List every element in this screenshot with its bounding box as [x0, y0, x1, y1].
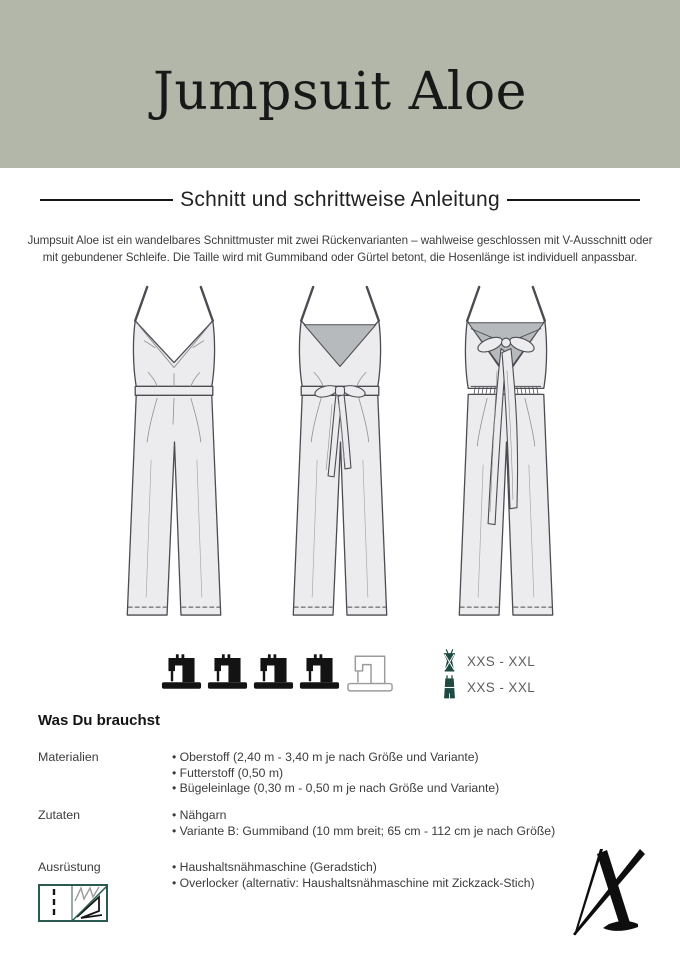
sewing-machine-icon-filled	[207, 651, 248, 693]
requirements-group-zutaten	[38, 808, 638, 839]
size-row-variant-tie	[441, 648, 535, 674]
sewing-machine-icon-filled	[299, 651, 340, 693]
brand-monogram-a-logo	[563, 841, 651, 945]
group-item-list	[172, 808, 638, 839]
list-item: • Nähgarn	[172, 808, 638, 824]
straight-and-zigzag-stitch-icon	[38, 884, 108, 922]
page-title: Jumpsuit Aloe	[153, 62, 527, 122]
intro-line-1: Jumpsuit Aloe ist ein wandelbares Schnittmuster mit zwei Rückenvarianten – wahlweise geschlossen mit V-Ausschnitt oder	[27, 234, 653, 247]
size-ranges	[441, 648, 535, 700]
requirements-group-materialien	[38, 750, 638, 797]
jumpsuit-back-tie-bow-drawing	[431, 281, 581, 629]
jumpsuit-front-view-drawing	[99, 281, 249, 629]
subtitle-row	[40, 188, 640, 212]
size-range-label: XXS - XXL	[467, 679, 536, 695]
list-item: • Futterstoff (0,50 m)	[172, 766, 638, 782]
sewing-machine-icon-filled	[161, 651, 202, 693]
list-item: • Variante B: Gummiband (10 mm breit; 65 cm - 112 cm je nach Größe)	[172, 824, 638, 840]
subtitle-rule-left	[40, 199, 173, 201]
group-label: Materialien	[38, 750, 99, 764]
group-label: Zutaten	[38, 808, 81, 822]
intro-line-2: mit gebundener Schleife. Die Taille wird mit Gummiband oder Gürtel betont, die Hosenlänge ist individuell anpassbar.	[42, 250, 638, 264]
list-item: • Haushaltsnähmaschine (Geradstich)	[172, 860, 638, 876]
requirements-group-ausruestung	[38, 860, 638, 891]
intro-paragraph	[0, 233, 680, 266]
sewing-machine-icon-filled	[253, 651, 294, 693]
requirements-heading: Was Du brauchst	[38, 712, 160, 729]
jumpsuit-back-variant-b-drawing	[265, 281, 415, 629]
sewing-machine-icon-outline	[345, 651, 395, 693]
difficulty-rating	[161, 651, 395, 693]
size-row-variant-closed	[441, 674, 535, 700]
list-item: • Bügeleinlage (0,30 m - 0,50 m je nach Größe und Variante)	[172, 781, 638, 797]
technical-drawings	[0, 281, 680, 629]
list-item: • Overlocker (alternativ: Haushaltsnähmaschine mit Zickzack-Stich)	[172, 876, 638, 892]
group-label: Ausrüstung	[38, 860, 101, 874]
page-subtitle: Schnitt und schrittweise Anleitung	[180, 188, 500, 211]
group-item-list	[172, 750, 638, 797]
size-range-label: XXS - XXL	[467, 653, 536, 669]
subtitle-rule-right	[507, 199, 640, 201]
jumpsuit-closed-back-icon	[441, 675, 458, 700]
jumpsuit-tie-back-icon	[441, 649, 458, 674]
list-item: • Oberstoff (2,40 m - 3,40 m je nach Größe und Variante)	[172, 750, 638, 766]
